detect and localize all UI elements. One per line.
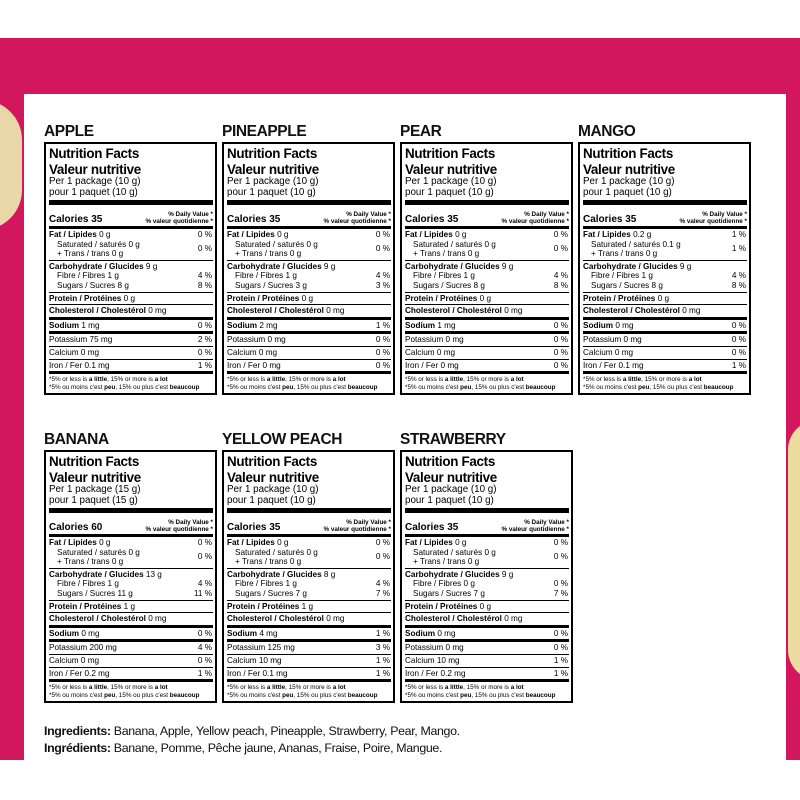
- title-en: Nutrition Facts: [227, 454, 317, 469]
- title-en: Nutrition Facts: [49, 454, 139, 469]
- iron-row: Iron / Fer 0 mg 0 %: [227, 360, 390, 370]
- footnote: *5% or less is a little, 15% or more is a lot *5% ou moins c'est peu, 15% ou plus c'est beaucoup: [227, 371, 391, 391]
- fibre-value: 1 g: [285, 271, 297, 281]
- carb-value: 8 g: [323, 569, 336, 579]
- carb-value: 9 g: [679, 261, 692, 271]
- footnote: *5% or less is a little, 15% or more is a lot *5% ou moins c'est peu, 15% ou plus c'est beaucoup: [49, 679, 213, 699]
- carb-group: Carbohydrate / Glucides 9 g Fibre / Fibres 1 g 4 % Sugars / Sucres 3 g 3 %: [227, 261, 390, 290]
- calories-row: [227, 206, 391, 226]
- protein-row: Protein / Protéines 0 g: [227, 292, 391, 305]
- sodium-row: Sodium 4 mg 1 %: [227, 625, 391, 640]
- potassium-row: Potassium 75 mg 2 %: [49, 331, 213, 346]
- cholesterol-row: Cholesterol / Cholestérol 0 mg: [49, 612, 213, 625]
- calories-row: [227, 514, 391, 534]
- serving-size-fr: pour 1 paquet (10 g): [583, 186, 672, 198]
- sodium-row: Sodium 2 mg 1 %: [227, 317, 391, 332]
- daily-value-header: % Daily Value * % valeur quotidienne *: [323, 519, 391, 533]
- carb-value: 9 g: [323, 261, 336, 271]
- label-strawberry: [400, 430, 568, 703]
- fibre-pct: 4 %: [375, 271, 390, 281]
- sugars-value: 8 g: [473, 280, 485, 290]
- sodium-row: Sodium 0 mg 0 %: [583, 317, 747, 332]
- fat-group: Fat / Lipides 0 g 0 % Saturated / saturés 0 g + Trans / trans 0 g 0 %: [49, 230, 212, 259]
- saturated-value: 0 g: [484, 547, 496, 557]
- fibre-pct: 4 %: [553, 271, 568, 281]
- carb-group: Carbohydrate / Glucides 9 g Fibre / Fibres 1 g 4 % Sugars / Sucres 8 g 8 %: [583, 261, 746, 290]
- carb-value: 13 g: [145, 569, 162, 579]
- protein-row: Protein / Protéines 0 g: [405, 292, 569, 305]
- saturated-pct: 0 %: [375, 244, 390, 254]
- label-pear: [400, 122, 568, 395]
- fat-pct: 0 %: [553, 538, 568, 547]
- serving-size-en: Per 1 package (10 g): [49, 176, 141, 187]
- calcium-row: Calcium 0 mg 0 %: [49, 655, 212, 665]
- title-en: Nutrition Facts: [49, 146, 139, 161]
- fat-value: 0 g: [99, 230, 111, 239]
- fibre-value: 1 g: [107, 271, 119, 281]
- fat-value: 0 g: [455, 538, 467, 547]
- thick-rule: [49, 508, 213, 513]
- fruit-name: BANANA: [44, 431, 109, 448]
- fat-group: Fat / Lipides 0.2 g 1 % Saturated / saturés 0.1 g + Trans / trans 0 g 1 %: [583, 230, 746, 259]
- trans-value: 0 g: [111, 249, 124, 259]
- protein-row: Protein / Protéines 0 g: [583, 292, 747, 305]
- fruit-name: PINEAPPLE: [222, 123, 307, 140]
- ingredients-fr: Ingrédients: Banane, Pomme, Pêche jaune, Ananas, Fraise, Poire, Mangue.: [44, 741, 443, 755]
- trans-value: 0 g: [467, 249, 480, 259]
- iron-row: Iron / Fer 0.1 mg 1 %: [49, 360, 212, 370]
- sugars-pct: 8 %: [553, 280, 568, 290]
- title-fr: Valeur nutritive: [49, 161, 141, 177]
- footnote: *5% or less is a little, 15% or more is a lot *5% ou moins c'est peu, 15% ou plus c'est beaucoup: [583, 371, 747, 391]
- potassium-row: Potassium 0 mg 0 %: [583, 331, 747, 346]
- fat-group: Fat / Lipides 0 g 0 % Saturated / saturés 0 g + Trans / trans 0 g 0 %: [227, 538, 390, 567]
- calories: Calories 35: [227, 522, 281, 533]
- cholesterol-row: Cholesterol / Cholestérol 0 mg: [49, 304, 213, 317]
- calories-row: [583, 206, 747, 226]
- carb-group: Carbohydrate / Glucides 13 g Fibre / Fibres 1 g 4 % Sugars / Sucres 11 g 11 %: [49, 569, 212, 598]
- calories-row: [405, 514, 569, 534]
- footnote: *5% or less is a little, 15% or more is a lot *5% ou moins c'est peu, 15% ou plus c'est beaucoup: [49, 371, 213, 391]
- fat-value: 0 g: [455, 230, 467, 239]
- serving-size-fr: pour 1 paquet (10 g): [405, 186, 494, 198]
- fibre-value: 0 g: [463, 579, 475, 589]
- serving-size-fr: pour 1 paquet (10 g): [227, 494, 316, 506]
- calories: Calories 35: [49, 214, 103, 225]
- sugars-pct: 8 %: [731, 280, 746, 290]
- calories-row: [405, 206, 569, 226]
- fibre-pct: 4 %: [197, 579, 212, 589]
- fruit-name: YELLOW PEACH: [222, 431, 343, 448]
- calcium-row: Calcium 10 mg 1 %: [227, 655, 390, 665]
- serving-size-fr: pour 1 paquet (10 g): [405, 494, 494, 506]
- fruit-name: PEAR: [400, 123, 442, 140]
- fat-pct: 0 %: [375, 230, 390, 239]
- title-en: Nutrition Facts: [405, 454, 495, 469]
- daily-value-header: % Daily Value * % valeur quotidienne *: [679, 211, 747, 225]
- sugars-pct: 8 %: [197, 280, 212, 290]
- serving-size-en: Per 1 package (10 g): [405, 484, 497, 495]
- protein-row: Protein / Protéines 1 g: [49, 600, 213, 613]
- sugars-pct: 11 %: [193, 588, 212, 598]
- thick-rule: [405, 508, 569, 513]
- sugars-pct: 3 %: [375, 280, 390, 290]
- fibre-value: 1 g: [641, 271, 653, 281]
- sodium-row: Sodium 1 mg 0 %: [405, 317, 569, 332]
- fibre-value: 1 g: [285, 579, 297, 589]
- bottom-margin: [0, 760, 800, 800]
- sodium-row: Sodium 1 mg 0 %: [49, 317, 213, 332]
- serving-size-fr: pour 1 paquet (10 g): [227, 186, 316, 198]
- fibre-pct: 0 %: [553, 579, 568, 589]
- saturated-pct: 1 %: [731, 244, 746, 254]
- serving-size-en: Per 1 package (10 g): [583, 176, 675, 187]
- sugars-pct: 7 %: [553, 588, 568, 598]
- fruit-name: MANGO: [578, 123, 636, 140]
- title-en: Nutrition Facts: [583, 146, 673, 161]
- iron-row: Iron / Fer 0.1 mg 1 %: [227, 668, 390, 678]
- serving-size-en: Per 1 package (10 g): [227, 484, 319, 495]
- sugars-value: 8 g: [651, 280, 663, 290]
- fibre-pct: 4 %: [197, 271, 212, 281]
- thick-rule: [583, 200, 747, 205]
- calories: Calories 35: [583, 214, 637, 225]
- calcium-row: Calcium 0 mg 0 %: [405, 347, 568, 357]
- saturated-value: 0 g: [306, 547, 318, 557]
- carb-value: 9 g: [145, 261, 158, 271]
- saturated-pct: 0 %: [197, 552, 212, 562]
- carb-group: Carbohydrate / Glucides 9 g Fibre / Fibres 0 g 0 % Sugars / Sucres 7 g 7 %: [405, 569, 568, 598]
- title-fr: Valeur nutritive: [405, 161, 497, 177]
- thick-rule: [49, 200, 213, 205]
- fat-pct: 0 %: [197, 230, 212, 239]
- fibre-pct: 4 %: [731, 271, 746, 281]
- serving-size-fr: pour 1 paquet (15 g): [49, 494, 138, 506]
- cholesterol-row: Cholesterol / Cholestérol 0 mg: [227, 612, 391, 625]
- cholesterol-row: Cholesterol / Cholestérol 0 mg: [405, 612, 569, 625]
- calories: Calories 35: [405, 214, 459, 225]
- fat-pct: 1 %: [731, 230, 746, 239]
- title-fr: Valeur nutritive: [227, 161, 319, 177]
- trans-value: 0 g: [289, 557, 302, 567]
- trans-value: 0 g: [467, 557, 480, 567]
- saturated-pct: 0 %: [375, 552, 390, 562]
- label-pineapple: [222, 122, 390, 395]
- sodium-row: Sodium 0 mg 0 %: [49, 625, 213, 640]
- protein-row: Protein / Protéines 0 g: [49, 292, 213, 305]
- fibre-pct: 4 %: [375, 579, 390, 589]
- top-margin: [0, 0, 800, 38]
- saturated-value: 0.1 g: [662, 239, 681, 249]
- calories: Calories 35: [227, 214, 281, 225]
- label-apple: [44, 122, 212, 395]
- footnote: *5% or less is a little, 15% or more is a lot *5% ou moins c'est peu, 15% ou plus c'est beaucoup: [405, 371, 569, 391]
- nutrition-facts-table: [222, 450, 395, 703]
- potassium-row: Potassium 125 mg 3 %: [227, 639, 391, 654]
- nutrition-facts-table: [222, 142, 395, 395]
- carb-group: Carbohydrate / Glucides 8 g Fibre / Fibres 1 g 4 % Sugars / Sucres 7 g 7 %: [227, 569, 390, 598]
- trans-value: 0 g: [645, 249, 658, 259]
- potassium-row: Potassium 0 mg 0 %: [405, 331, 569, 346]
- serving-size-fr: pour 1 paquet (10 g): [49, 186, 138, 198]
- fat-group: Fat / Lipides 0 g 0 % Saturated / saturés 0 g + Trans / trans 0 g 0 %: [227, 230, 390, 259]
- thick-rule: [227, 200, 391, 205]
- fruit-name: APPLE: [44, 123, 94, 140]
- daily-value-header: % Daily Value * % valeur quotidienne *: [501, 519, 569, 533]
- thick-rule: [405, 200, 569, 205]
- trans-value: 0 g: [111, 557, 124, 567]
- carb-group: Carbohydrate / Glucides 9 g Fibre / Fibres 1 g 4 % Sugars / Sucres 8 g 8 %: [49, 261, 212, 290]
- cholesterol-row: Cholesterol / Cholestérol 0 mg: [405, 304, 569, 317]
- calories: Calories 60: [49, 522, 103, 533]
- title-en: Nutrition Facts: [405, 146, 495, 161]
- fat-group: Fat / Lipides 0 g 0 % Saturated / saturés 0 g + Trans / trans 0 g 0 %: [49, 538, 212, 567]
- carb-value: 9 g: [501, 261, 514, 271]
- calories: Calories 35: [405, 522, 459, 533]
- nutrition-facts-table: [400, 142, 573, 395]
- cholesterol-row: Cholesterol / Cholestérol 0 mg: [227, 304, 391, 317]
- saturated-value: 0 g: [306, 239, 318, 249]
- sodium-row: Sodium 0 mg 0 %: [405, 625, 569, 640]
- iron-row: Iron / Fer 0 mg 0 %: [405, 360, 568, 370]
- saturated-pct: 0 %: [197, 244, 212, 254]
- serving-size-en: Per 1 package (10 g): [405, 176, 497, 187]
- fat-pct: 0 %: [197, 538, 212, 547]
- fat-value: 0.2 g: [633, 230, 652, 239]
- nutrition-facts-table: [44, 142, 217, 395]
- cholesterol-row: Cholesterol / Cholestérol 0 mg: [583, 304, 747, 317]
- protein-row: Protein / Protéines 1 g: [227, 600, 391, 613]
- nutrition-facts-table: [578, 142, 751, 395]
- title-fr: Valeur nutritive: [405, 469, 497, 485]
- sugars-value: 8 g: [117, 280, 129, 290]
- iron-row: Iron / Fer 0.1 mg 1 %: [583, 360, 746, 370]
- potassium-row: Potassium 0 mg 0 %: [405, 639, 569, 654]
- footnote: *5% or less is a little, 15% or more is a lot *5% ou moins c'est peu, 15% ou plus c'est beaucoup: [405, 679, 569, 699]
- fat-pct: 0 %: [553, 230, 568, 239]
- fat-value: 0 g: [99, 538, 111, 547]
- calories-row: [49, 514, 213, 534]
- sugars-value: 3 g: [295, 280, 307, 290]
- daily-value-header: % Daily Value * % valeur quotidienne *: [145, 519, 213, 533]
- saturated-value: 0 g: [484, 239, 496, 249]
- fat-pct: 0 %: [375, 538, 390, 547]
- footnote: *5% or less is a little, 15% or more is a lot *5% ou moins c'est peu, 15% ou plus c'est beaucoup: [227, 679, 391, 699]
- potassium-row: Potassium 0 mg 0 %: [227, 331, 391, 346]
- title-fr: Valeur nutritive: [49, 469, 141, 485]
- trans-value: 0 g: [289, 249, 302, 259]
- calcium-row: Calcium 0 mg 0 %: [227, 347, 390, 357]
- fruit-slice-illustration-right: [788, 420, 800, 680]
- sugars-value: 7 g: [295, 588, 307, 598]
- thick-rule: [227, 508, 391, 513]
- serving-size-en: Per 1 package (10 g): [227, 176, 319, 187]
- daily-value-header: % Daily Value * % valeur quotidienne *: [501, 211, 569, 225]
- sugars-value: 11 g: [117, 588, 133, 598]
- saturated-pct: 0 %: [553, 552, 568, 562]
- iron-row: Iron / Fer 0.2 mg 1 %: [49, 668, 212, 678]
- calories-row: [49, 206, 213, 226]
- title-en: Nutrition Facts: [227, 146, 317, 161]
- sugars-pct: 7 %: [375, 588, 390, 598]
- title-fr: Valeur nutritive: [583, 161, 675, 177]
- serving-size-en: Per 1 package (15 g): [49, 484, 141, 495]
- fat-value: 0 g: [277, 230, 289, 239]
- fibre-value: 1 g: [107, 579, 119, 589]
- daily-value-header: % Daily Value * % valeur quotidienne *: [323, 211, 391, 225]
- calcium-row: Calcium 0 mg 0 %: [583, 347, 746, 357]
- saturated-pct: 0 %: [553, 244, 568, 254]
- label-mango: [578, 122, 746, 395]
- saturated-value: 0 g: [128, 239, 140, 249]
- iron-row: Iron / Fer 0.2 mg 1 %: [405, 668, 568, 678]
- fruit-name: STRAWBERRY: [400, 431, 506, 448]
- label-yellow-peach: [222, 430, 390, 703]
- nutrition-facts-table: [44, 450, 217, 703]
- fat-group: Fat / Lipides 0 g 0 % Saturated / saturés 0 g + Trans / trans 0 g 0 %: [405, 230, 568, 259]
- sugars-value: 7 g: [473, 588, 485, 598]
- calcium-row: Calcium 0 mg 0 %: [49, 347, 212, 357]
- calcium-row: Calcium 10 mg 1 %: [405, 655, 568, 665]
- ingredients-en: Ingredients: Banana, Apple, Yellow peach, Pineapple, Strawberry, Pear, Mango.: [44, 724, 460, 738]
- label-banana: [44, 430, 212, 703]
- carb-group: Carbohydrate / Glucides 9 g Fibre / Fibres 1 g 4 % Sugars / Sucres 8 g 8 %: [405, 261, 568, 290]
- title-fr: Valeur nutritive: [227, 469, 319, 485]
- daily-value-header: % Daily Value * % valeur quotidienne *: [145, 211, 213, 225]
- saturated-value: 0 g: [128, 547, 140, 557]
- protein-row: Protein / Protéines 0 g: [405, 600, 569, 613]
- nutrition-facts-table: [400, 450, 573, 703]
- carb-value: 9 g: [501, 569, 514, 579]
- fat-group: Fat / Lipides 0 g 0 % Saturated / saturés 0 g + Trans / trans 0 g 0 %: [405, 538, 568, 567]
- fibre-value: 1 g: [463, 271, 475, 281]
- fat-value: 0 g: [277, 538, 289, 547]
- potassium-row: Potassium 200 mg 4 %: [49, 639, 213, 654]
